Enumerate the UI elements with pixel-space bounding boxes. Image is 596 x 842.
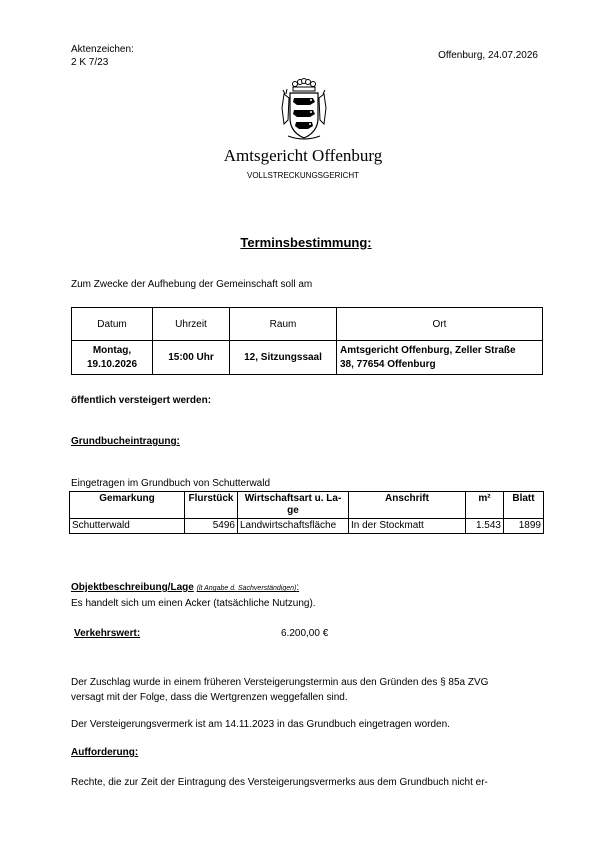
header-blatt: Blatt xyxy=(504,492,544,519)
cell-wirtschaftsart: Landwirtschaftsfläche xyxy=(238,519,349,534)
datum-date: 19.10.2026 xyxy=(86,358,138,370)
termin-table xyxy=(71,307,543,375)
cell-datum xyxy=(72,341,153,375)
objekt-text: Es handelt sich um einen Acker (tatsächliche Nutzung). xyxy=(71,598,316,609)
cell-uhrzeit: 15:00 Uhr xyxy=(153,341,230,375)
cell-gemarkung: Schutterwald xyxy=(70,519,185,534)
grundbuch-table-row xyxy=(70,519,544,534)
zuschlag-line-1: Der Zuschlag wurde in einem früheren Versteigerungstermin aus den Gründen des § 85a ZVG xyxy=(71,677,489,688)
court-department: VOLLSTRECKUNGSGERICHT xyxy=(246,171,360,180)
header-datum: Datum xyxy=(72,308,153,341)
objekt-heading: Objektbeschreibung/Lage xyxy=(71,582,194,593)
verkehrswert-label: Verkehrswert: xyxy=(74,628,141,639)
objekt-heading-line xyxy=(71,582,299,593)
header-uhrzeit: Uhrzeit xyxy=(153,308,230,341)
grundbuch-heading: Grundbucheintragung: xyxy=(71,436,180,447)
ort-line-1: Amtsgericht Offenburg, Zeller Straße xyxy=(340,344,516,356)
header-gemarkung: Gemarkung xyxy=(70,492,185,519)
ort-line-2: 38, 77654 Offenburg xyxy=(340,358,436,370)
termin-table-header xyxy=(72,308,543,341)
versteigert-text: öffentlich versteigert werden: xyxy=(71,395,212,406)
objekt-note: (lt Angabe d. Sachverständigen) xyxy=(196,585,297,592)
coat-of-arms-icon xyxy=(280,78,328,142)
aufforderung-heading: Aufforderung: xyxy=(71,747,139,758)
verkehrswert-value: 6.200,00 € xyxy=(281,628,329,639)
vermerk-text: Der Versteigerungsvermerk ist am 14.11.2023 in das Grundbuch eingetragen worden. xyxy=(71,719,450,730)
intro-text: Zum Zwecke der Aufhebung der Gemeinschaft soll am xyxy=(71,279,313,290)
document-title: Terminsbestimmung: xyxy=(240,235,372,250)
cell-blatt: 1899 xyxy=(504,519,544,534)
zuschlag-text xyxy=(71,675,488,705)
cell-flurstueck: 5496 xyxy=(185,519,238,534)
grundbuch-table xyxy=(69,491,544,534)
header-ort: Ort xyxy=(337,308,543,341)
objekt-colon: : xyxy=(296,582,300,593)
cell-ort xyxy=(337,341,543,375)
header-raum: Raum xyxy=(230,308,337,341)
aufforderung-text: Rechte, die zur Zeit der Eintragung des Versteigerungsvermerks aus dem Grundbuch nicht er- xyxy=(71,777,488,788)
aktenzeichen xyxy=(71,43,134,69)
header-flurstueck: Flurstück xyxy=(185,492,238,519)
grundbuch-table-header xyxy=(70,492,544,519)
header-m2: m² xyxy=(466,492,504,519)
court-name: Amtsgericht Offenburg xyxy=(223,146,383,165)
termin-table-row xyxy=(72,341,543,375)
header-wirtschaftsart xyxy=(238,492,349,519)
aktenzeichen-label: Aktenzeichen: xyxy=(71,44,134,55)
aktenzeichen-value: 2 K 7/23 xyxy=(71,57,109,68)
cell-m2: 1.543 xyxy=(466,519,504,534)
zuschlag-line-2: versagt mit der Folge, dass die Wertgrenzen weggefallen sind. xyxy=(71,692,348,703)
wirtschaftsart-line-1: Wirtschaftsart u. La- xyxy=(244,493,342,504)
header-anschrift: Anschrift xyxy=(349,492,466,519)
datum-weekday: Montag, xyxy=(92,344,132,356)
grundbuch-eingetragen: Eingetragen im Grundbuch von Schutterwald xyxy=(71,478,271,489)
wirtschaftsart-line-2: ge xyxy=(287,505,299,516)
cell-anschrift: In der Stockmatt xyxy=(349,519,466,534)
cell-raum: 12, Sitzungssaal xyxy=(230,341,337,375)
place-date: Offenburg, 24.07.2026 xyxy=(438,50,538,61)
